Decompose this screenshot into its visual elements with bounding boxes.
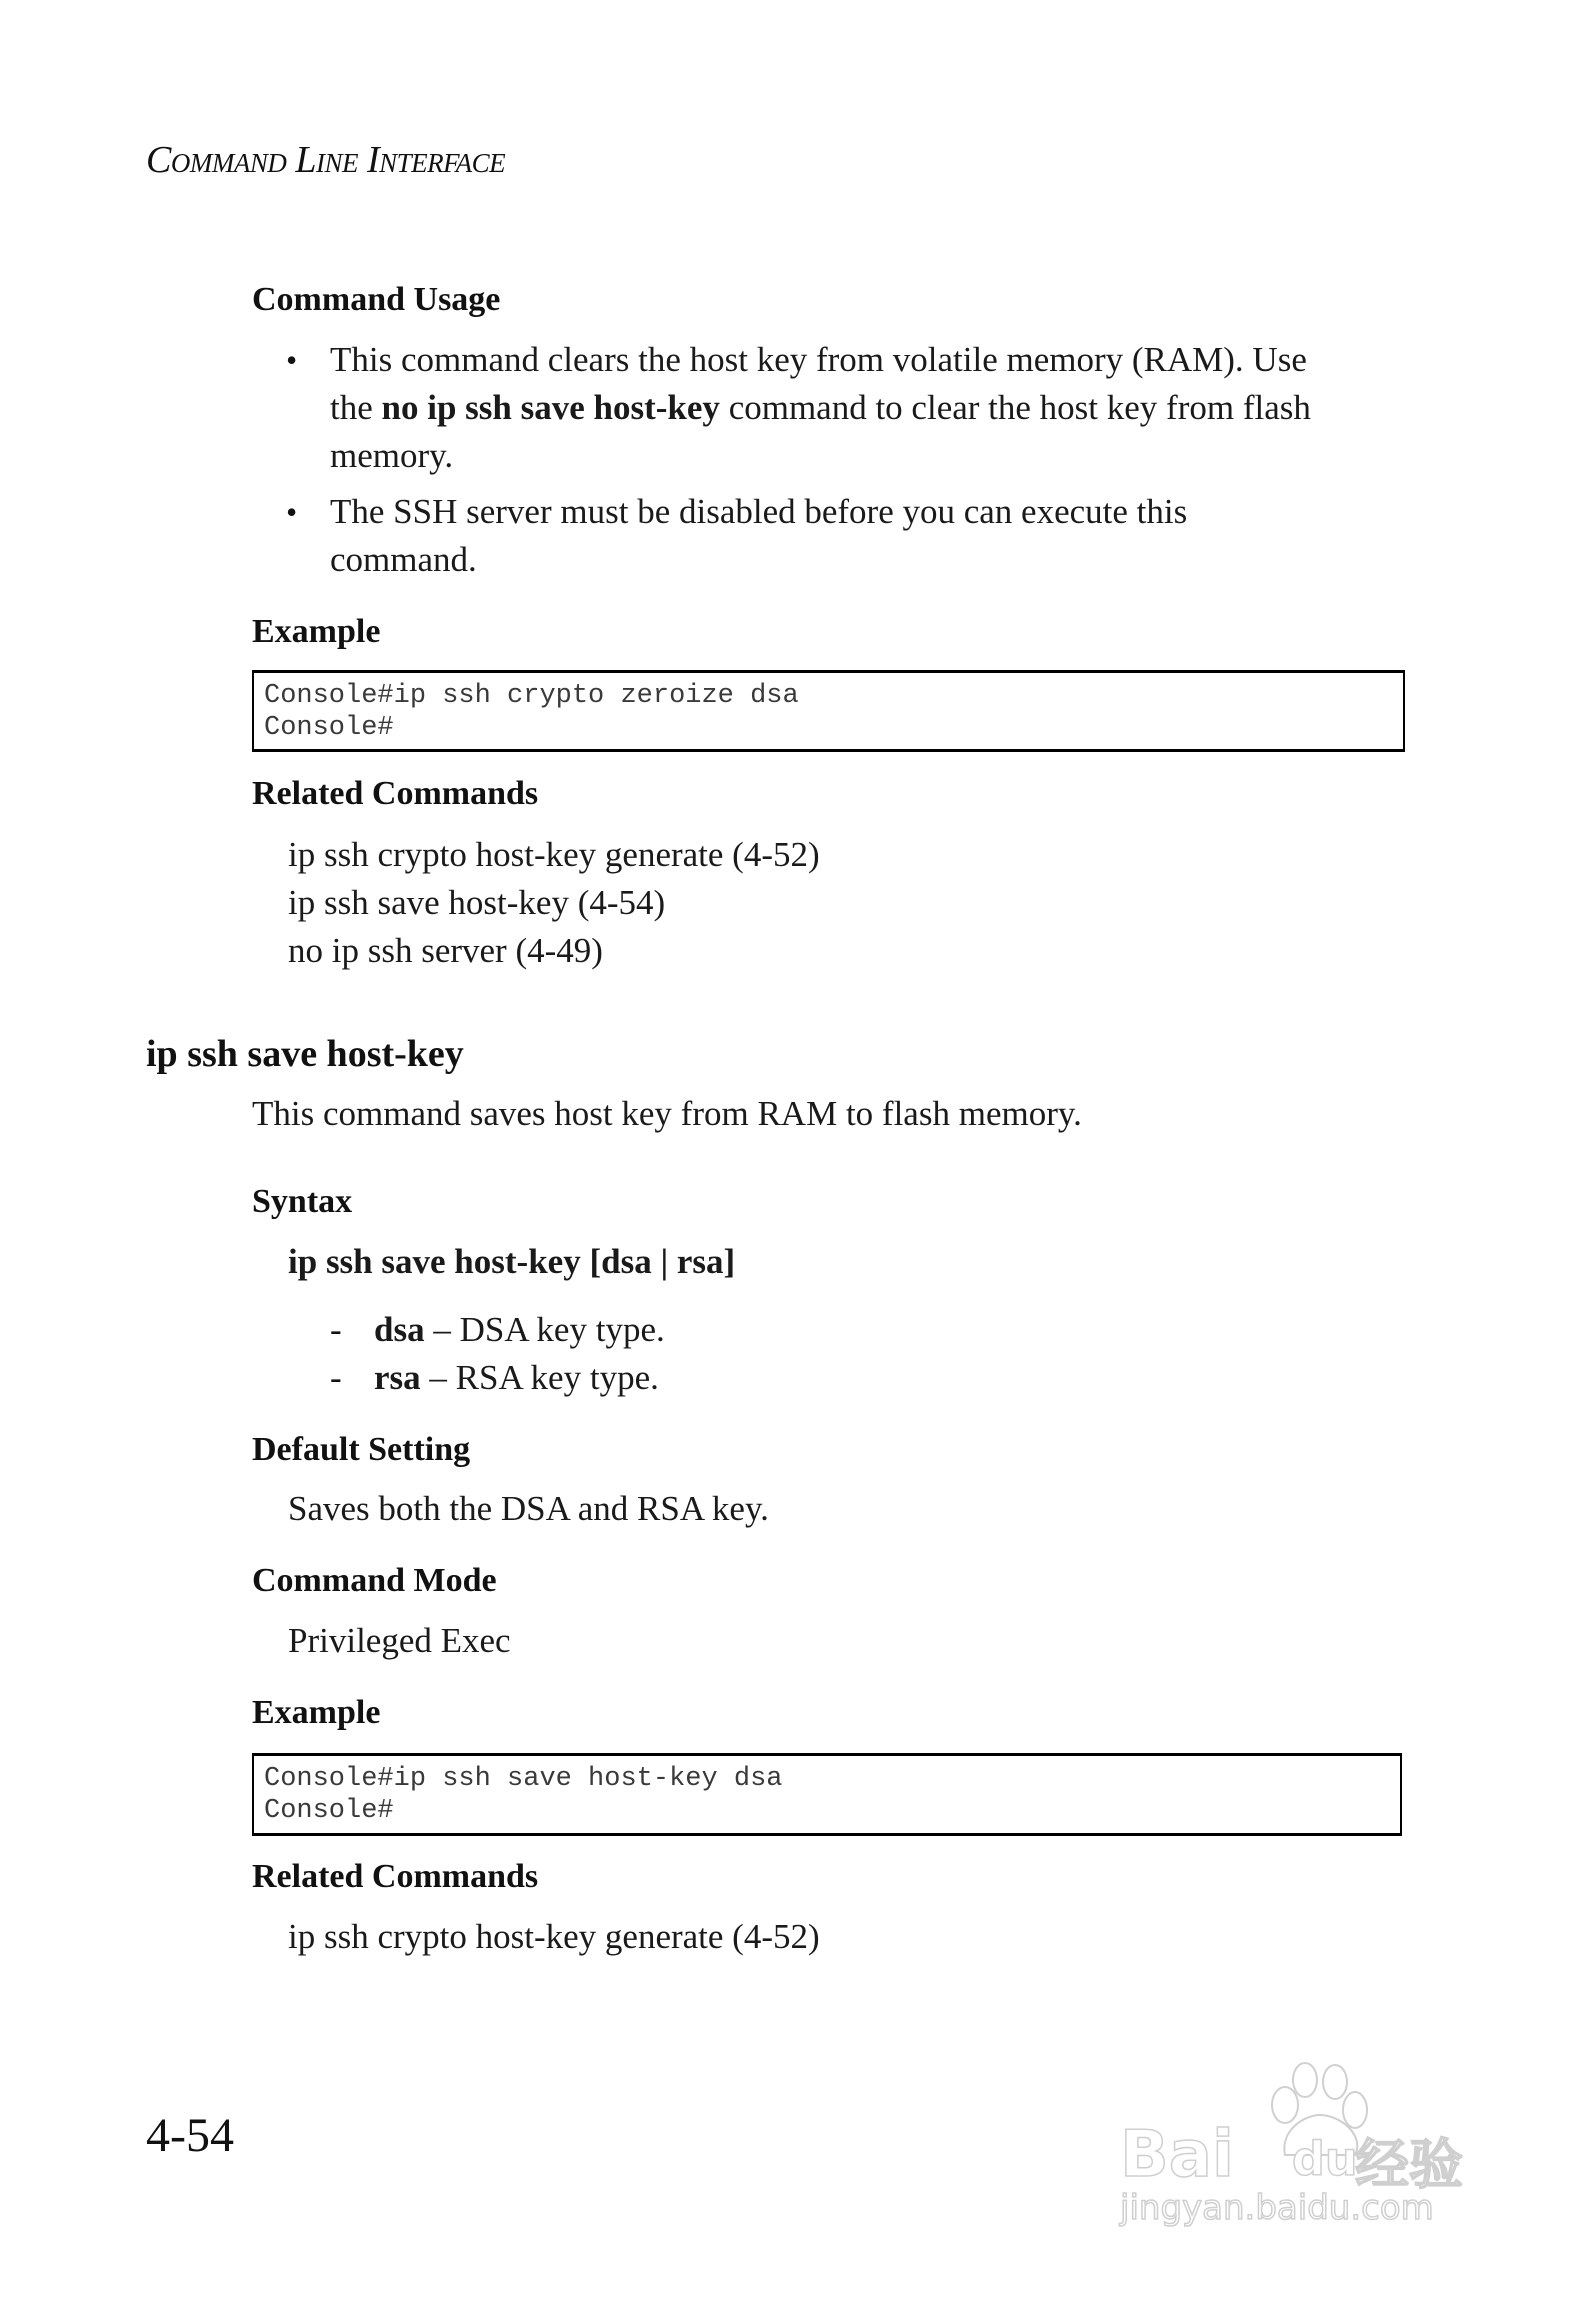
watermark-logo-cn: 经验 <box>1355 2133 1463 2196</box>
code-line: Console# <box>264 1796 394 1826</box>
bullet-text-line: command. <box>330 540 477 579</box>
watermark-logo-bai: Bai <box>1120 2118 1234 2192</box>
bullet-text-line: memory. <box>330 436 454 475</box>
page-number: 4-54 <box>146 2109 234 2162</box>
syntax-command: ip ssh save host-key [dsa | rsa] <box>288 1242 736 1281</box>
related-commands-heading: Related Commands <box>252 1858 539 1895</box>
related-command-link[interactable]: ip ssh save host-key (4-54) <box>288 883 666 922</box>
param-text <box>374 1358 659 1398</box>
text-run: command to clear the host key from flash <box>719 388 1311 427</box>
command-reference: no ip ssh save host-key <box>381 388 720 427</box>
watermark <box>1120 2060 1500 2230</box>
code-line: Console# <box>264 713 394 743</box>
command-usage-heading: Command Usage <box>252 281 501 318</box>
command-title: ip ssh save host-key <box>146 1033 464 1075</box>
related-command-link[interactable]: no ip ssh server (4-49) <box>288 931 603 970</box>
related-commands-heading: Related Commands <box>252 775 539 812</box>
code-line: Console#ip ssh crypto zeroize dsa <box>264 681 799 711</box>
running-header: Command Line Interface <box>146 139 506 181</box>
dash-marker: - <box>330 1310 342 1349</box>
code-example-box <box>252 670 1405 752</box>
watermark-url: jingyan.baidu.com <box>1120 2188 1434 2228</box>
related-command-link[interactable]: ip ssh crypto host-key generate (4-52) <box>288 1917 820 1956</box>
example-heading: Example <box>252 613 381 650</box>
param-desc: – RSA key type. <box>420 1358 659 1397</box>
code-example-box <box>252 1753 1402 1836</box>
bullet-icon: • <box>286 494 298 530</box>
param-text <box>374 1310 665 1350</box>
code-line: Console#ip ssh save host-key dsa <box>264 1764 783 1794</box>
param-name: dsa <box>374 1310 425 1349</box>
command-description: This command saves host key from RAM to flash memory. <box>252 1094 1082 1133</box>
text-run: the <box>330 388 382 427</box>
param-name: rsa <box>374 1358 421 1397</box>
bullet-text-line: The SSH server must be disabled before you can execute this <box>330 492 1188 531</box>
default-setting-text: Saves both the DSA and RSA key. <box>288 1489 769 1528</box>
dash-marker: - <box>330 1358 342 1397</box>
syntax-heading: Syntax <box>252 1183 353 1220</box>
command-mode-heading: Command Mode <box>252 1562 497 1599</box>
watermark-logo-du: du <box>1292 2132 1358 2186</box>
param-desc: – DSA key type. <box>424 1310 665 1349</box>
bullet-icon: • <box>286 342 298 378</box>
related-command-link[interactable]: ip ssh crypto host-key generate (4-52) <box>288 835 820 874</box>
bullet-text-line: This command clears the host key from volatile memory (RAM). Use <box>330 340 1307 379</box>
bullet-text-line <box>330 388 1311 428</box>
default-setting-heading: Default Setting <box>252 1431 471 1468</box>
example-heading: Example <box>252 1694 381 1731</box>
command-mode-text: Privileged Exec <box>288 1621 511 1660</box>
